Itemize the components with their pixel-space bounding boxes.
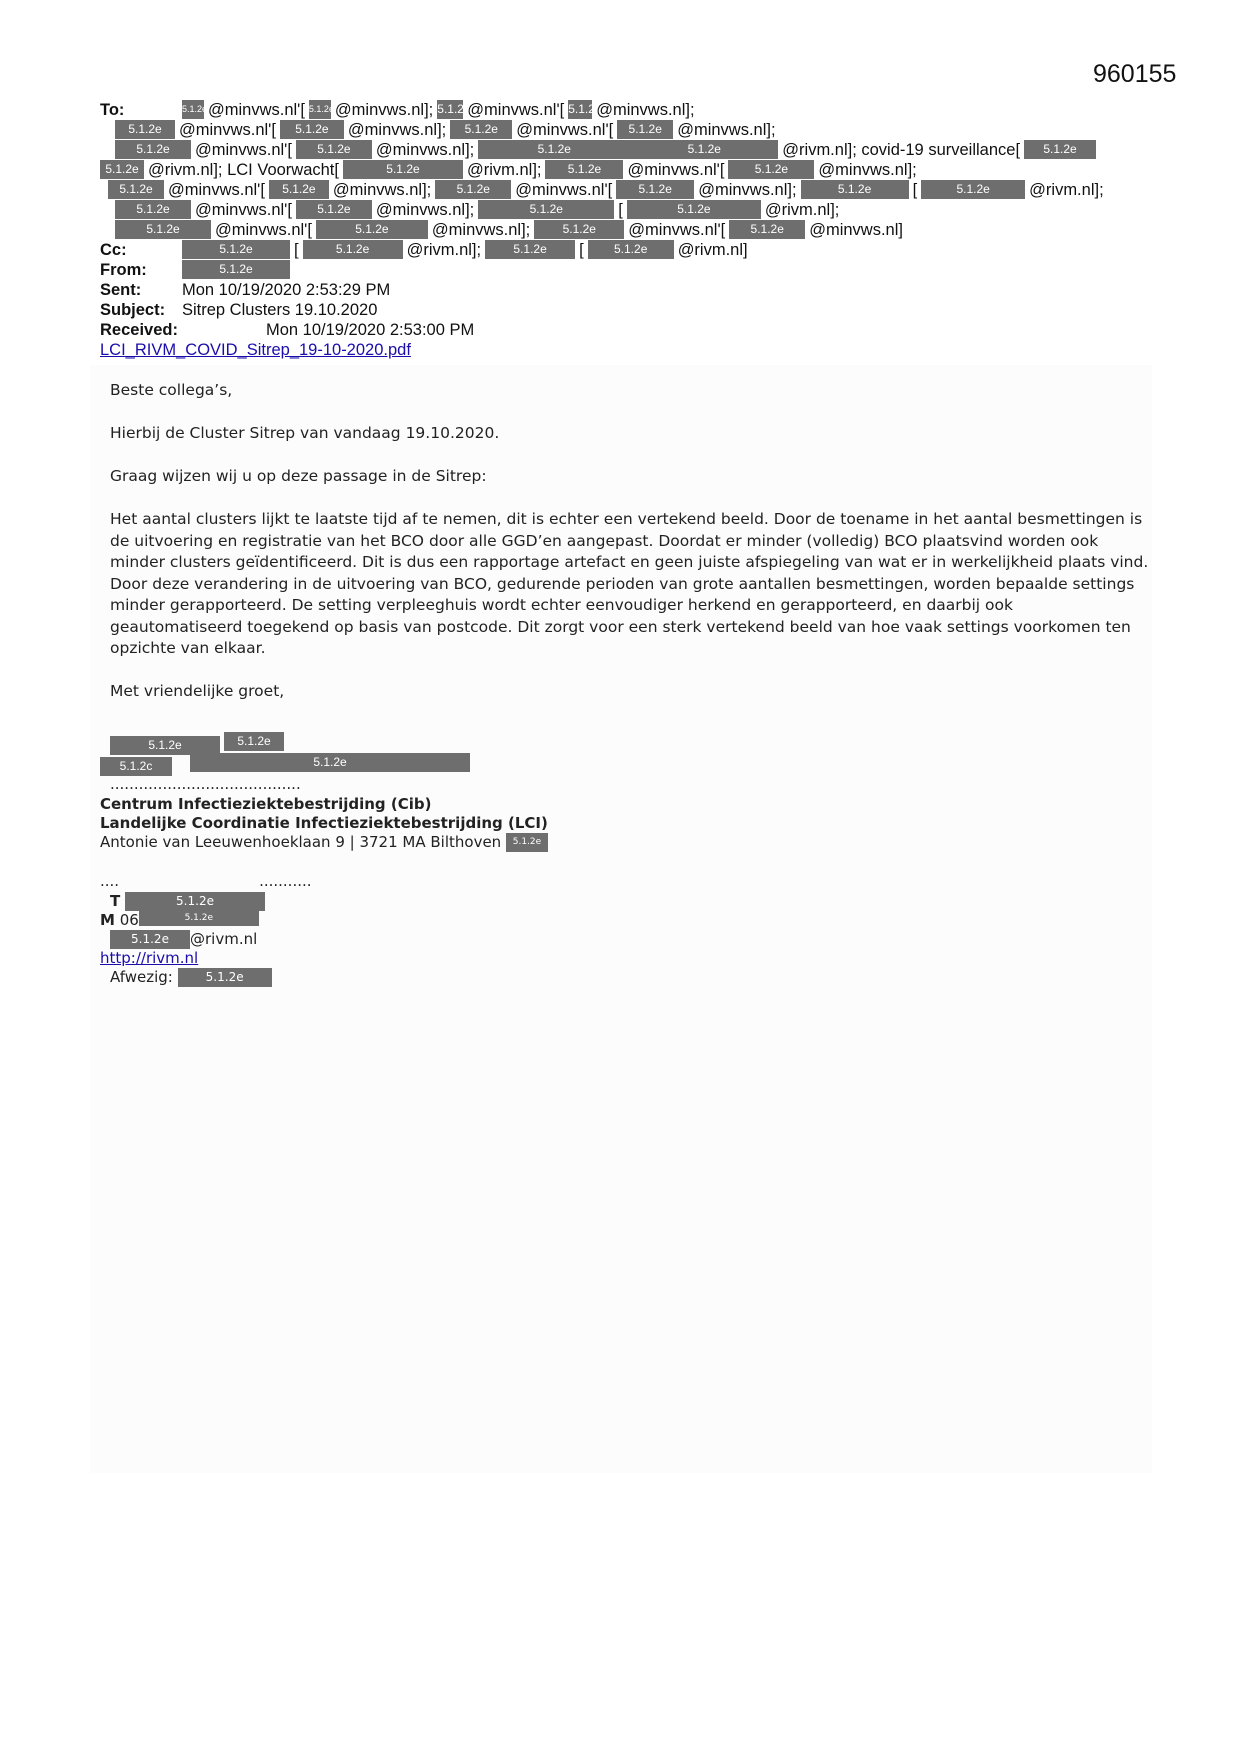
- redaction-block: 5.1.2e: [485, 240, 575, 259]
- address-text: @rivm.nl]; covid-19 surveillance[: [782, 141, 1021, 159]
- signature-dots: ........................................: [110, 775, 301, 793]
- cc-line: [100, 240, 752, 260]
- to-line-4: [100, 160, 921, 180]
- address-text: @rivm.nl];: [1029, 181, 1104, 199]
- dots-left: ....: [100, 872, 120, 890]
- address-text: @minvws.nl'[: [627, 161, 725, 179]
- phone-t-line: [110, 892, 265, 911]
- message-body: [110, 380, 1150, 724]
- to-line-2: [115, 120, 780, 140]
- redaction-block: 5.1.2e: [316, 220, 428, 239]
- passage-paragraph-2: Door deze verandering in de uitvoering van BCO, gedurende perioden van grote aantallen besmettingen, worden bepaalde settings minder gerapporteerd. De setting verpleeghuis wordt echter eenvoudiger herkend en gerapporteerd, en daarbij ook geautomatiseerd toegekend op basis van postcode. Dit zorgt voor een sterk vertekend beeld van hoe vaak settings voorkomen ten opzichte van elkaar.: [110, 574, 1135, 657]
- redaction-block: 5.1.2e: [182, 240, 290, 259]
- redaction-block: 5.1.2e: [100, 160, 144, 179]
- address-text: @minvws.nl];: [332, 181, 432, 199]
- redaction-block: 5.1.2e: [303, 240, 403, 259]
- address-text: [: [579, 241, 584, 259]
- address-text: @minvws.nl];: [375, 201, 475, 219]
- email-suffix: @rivm.nl: [190, 930, 258, 948]
- redaction-block: 5.1.2e: [343, 160, 463, 179]
- m-label: M: [100, 911, 115, 929]
- redaction-block: 5.1.2e: [110, 736, 220, 755]
- redaction-block: 5.1.2e: [478, 200, 614, 219]
- redaction-block: 5.1.2e: [115, 200, 191, 219]
- redaction-block: 5.1.2e: [617, 120, 673, 139]
- address-text: @minvws.nl]: [809, 221, 903, 239]
- redaction-block: 5.1.2e: [269, 180, 329, 199]
- redaction-block: 5.1.2e: [801, 180, 909, 199]
- address-text: @minvws.nl];: [818, 161, 917, 179]
- received-line: [100, 320, 474, 340]
- t-label: T: [110, 892, 121, 910]
- redaction-block: 5.1.2e: [627, 200, 761, 219]
- redaction-block: 5.1.2e: [568, 100, 592, 119]
- redaction-block: 5.1.2e: [139, 911, 259, 926]
- address-text: @minvws.nl'[: [516, 121, 614, 139]
- address-text: @minvws.nl'[: [168, 181, 265, 199]
- redaction-block: 5.1.2e: [506, 833, 548, 852]
- redaction-block: 5.1.2e: [115, 140, 191, 159]
- absent-line: [110, 968, 272, 987]
- redaction-block: 5.1.2e: [729, 220, 805, 239]
- address-text: @minvws.nl'[: [195, 141, 292, 159]
- address-text: [: [294, 241, 299, 259]
- address-text: @minvws.nl'[: [628, 221, 726, 239]
- attachment-link[interactable]: LCI_RIVM_COVID_Sitrep_19-10-2020.pdf: [100, 341, 411, 359]
- redaction-block: 5.1.2e: [437, 100, 463, 119]
- address-text: @rivm.nl];: [764, 201, 840, 219]
- absent-label: Afwezig:: [110, 968, 173, 986]
- redaction-block: 5.1.2e: [190, 753, 470, 772]
- address-text: @minvws.nl];: [347, 121, 447, 139]
- separator-dots: [100, 872, 312, 891]
- address-text: @minvws.nl'[: [195, 201, 292, 219]
- received-value: Mon 10/19/2020 2:53:00 PM: [266, 321, 475, 339]
- m-prefix: 06: [119, 911, 139, 929]
- address-text: @minvws.nl'[: [215, 221, 312, 239]
- redaction-block: 5.1.2e: [921, 180, 1025, 199]
- redaction-block: 5.1.2e: [630, 140, 778, 159]
- address: [100, 833, 548, 852]
- address-text: @rivm.nl]; LCI Voorwacht[: [148, 161, 339, 179]
- sent-label: Sent:: [100, 281, 142, 299]
- redaction-block: 5.1.2e: [224, 732, 284, 751]
- redaction-block: 5.1.2e: [178, 968, 272, 987]
- address-text: @minvws.nl];: [375, 141, 475, 159]
- subject-label: Subject:: [100, 301, 166, 319]
- redaction-block: 5.1.2e: [616, 180, 694, 199]
- address-text: Antonie van Leeuwenhoeklaan 9 | 3721 MA Bilthoven: [100, 833, 502, 851]
- dots-right: ...........: [259, 872, 312, 890]
- redaction-block: 5.1.2e: [296, 140, 372, 159]
- redaction-block: 5.1.2e: [534, 220, 624, 239]
- address-text: @minvws.nl'[: [179, 121, 276, 139]
- address-text: @minvws.nl];: [334, 101, 434, 119]
- website-link[interactable]: http://rivm.nl: [100, 949, 199, 967]
- redaction-block: 5.1.2c: [100, 757, 172, 776]
- address-text: @rivm.nl];: [466, 161, 542, 179]
- to-line-6: [115, 200, 843, 220]
- from-label: From:: [100, 261, 147, 279]
- subject-line: [100, 300, 377, 320]
- redaction-block: 5.1.2e: [478, 140, 630, 159]
- phone-m-line: [100, 911, 259, 930]
- closing: Met vriendelijke groet,: [110, 682, 285, 700]
- redaction-block: 5.1.2e: [182, 260, 290, 279]
- redaction-block: 5.1.2e: [110, 930, 190, 949]
- redaction-block: 5.1.2e: [280, 120, 344, 139]
- redaction-block: 5.1.2e: [115, 120, 175, 139]
- address-text: @minvws.nl];: [698, 181, 797, 199]
- redaction-block: 5.1.2e: [125, 892, 265, 911]
- redaction-block: 5.1.2e: [115, 220, 211, 239]
- redaction-block: 5.1.2e: [309, 100, 331, 119]
- passage-paragraph-1: Het aantal clusters lijkt te laatste tijd af te nemen, dit is echter een vertekend beeld. Door de toename in het aantal besmettingen is de uitvoering en registratie van het BCO door alle GGD’en aangepast. Doordat er minder (volledig) BCO plaatsvind worden ook minder clusters geïdentificeerd. Dit is dus een rapportage artefact en geen juiste afspiegeling van wat er in werkelijkheid plaats vind.: [110, 510, 1149, 571]
- redaction-block: 5.1.2e: [108, 180, 164, 199]
- address-text: [: [912, 181, 918, 199]
- address-text: @minvws.nl];: [677, 121, 776, 139]
- sent-value: Mon 10/19/2020 2:53:29 PM: [182, 281, 391, 299]
- org-name-cib: Centrum Infectieziektebestrijding (Cib): [100, 795, 432, 813]
- redaction-block: 5.1.2e: [450, 120, 512, 139]
- intro-text: Hierbij de Cluster Sitrep van vandaag 19.10.2020.: [110, 424, 500, 442]
- to-label: To:: [100, 101, 125, 119]
- received-label: Received:: [100, 321, 178, 339]
- subject-value: Sitrep Clusters 19.10.2020: [182, 301, 378, 319]
- address-text: [: [618, 201, 623, 219]
- address-text: @minvws.nl];: [596, 101, 695, 119]
- ask-text: Graag wijzen wij u op deze passage in de Sitrep:: [110, 467, 487, 485]
- from-line: [100, 260, 290, 280]
- address-text: @rivm.nl];: [406, 241, 482, 259]
- address-text: @minvws.nl'[: [208, 101, 305, 119]
- to-line-1: [100, 100, 699, 120]
- redaction-block: 5.1.2e: [182, 100, 204, 119]
- address-text: @minvws.nl'[: [467, 101, 565, 119]
- org-name-lci: Landelijke Coordinatie Infectieziektebestrijding (LCI): [100, 814, 548, 832]
- sent-line: [100, 280, 390, 300]
- redaction-block: 5.1.2e: [588, 240, 674, 259]
- to-line-3: [115, 140, 1096, 160]
- redaction-block: 5.1.2e: [1024, 140, 1096, 159]
- to-line-5: [108, 180, 1108, 200]
- email-header: [0, 0, 1241, 370]
- document-number: 960155: [1093, 60, 1177, 88]
- email-line: [110, 930, 257, 949]
- redaction-block: 5.1.2e: [728, 160, 814, 179]
- cc-label: Cc:: [100, 241, 127, 259]
- redaction-block: 5.1.2e: [545, 160, 623, 179]
- address-text: @rivm.nl]: [677, 241, 748, 259]
- redaction-block: 5.1.2e: [296, 200, 372, 219]
- redaction-block: 5.1.2e: [435, 180, 511, 199]
- address-text: @minvws.nl'[: [515, 181, 613, 199]
- address-text: @minvws.nl];: [431, 221, 531, 239]
- greeting: Beste collega’s,: [110, 381, 233, 399]
- to-line-7: [115, 220, 907, 240]
